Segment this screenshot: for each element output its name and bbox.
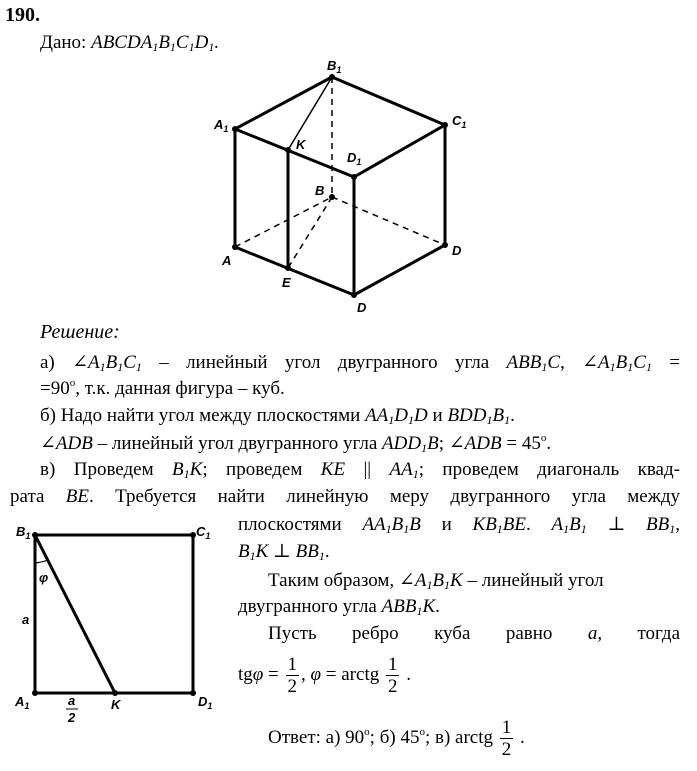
edge-b1-c1 [332, 77, 445, 125]
edge-d-c [354, 245, 445, 295]
label-c1-square: $C_1$ [196, 524, 211, 541]
label-d1-square: $D_1$ [198, 694, 213, 711]
hidden-edge-a-b [235, 197, 332, 247]
label-d1: $D_1$ [347, 150, 362, 167]
formula-line: tgφ = $\frac{1}{2}$ , φ = arctg $\frac{1}{2}$ . [238, 654, 411, 697]
given-value: $ABCDA_1B_1C_1D_1$. [91, 32, 220, 54]
label-a-side: a [22, 612, 30, 627]
label-c1: $C_1$ [452, 113, 467, 130]
problem-number: 190. [5, 4, 40, 26]
square-outline [35, 535, 193, 693]
label-e: E [282, 275, 291, 290]
label-a1: $A_1$ [214, 117, 229, 134]
part-c-line-5: Таким образом, $\angle A_1B_1K$ – линейный угол [268, 570, 604, 592]
label-a-half-num: a [68, 693, 76, 708]
label-b: B [315, 183, 325, 198]
given-line [40, 32, 219, 54]
part-b-line-2: ∠ADB – линейный угол двугранного угла $ADD_1B$; ∠ADB = $45^o$. [40, 432, 552, 455]
square-figure [10, 520, 225, 725]
label-d-right: D [452, 243, 462, 258]
answer-line: Ответ: а) 90$^o$; б) 45$^o$; в) arctg $\frac{1}{2}$ . [268, 717, 525, 760]
label-b1-square: $B_1$ [16, 524, 31, 541]
segment-b1-k-square [35, 535, 115, 693]
part-c-line-1: в) Проведем $B_1K$; проведем KE || $AA_1$; проведем диагональ квад- [40, 459, 680, 481]
cube-figure [210, 55, 480, 320]
label-b1: $B_1$ [327, 58, 342, 75]
label-a: A [222, 253, 232, 268]
edge-d1-a1 [235, 129, 354, 177]
angle-arc [35, 560, 48, 563]
edge-a1-b1 [235, 77, 332, 129]
given-label: Дано: [40, 32, 87, 53]
part-c-line-6: двугранного угла $ABB_1K$. [238, 596, 440, 618]
label-a1-square: $A_1$ [15, 694, 30, 711]
label-phi: φ [39, 570, 49, 585]
part-a-line-1: а) $\angle A_1B_1C_1$ – линейный угол двугранного угла $ABB_1C$, $\angle A_1B_1C_1$ = [40, 352, 681, 374]
part-c-line-2: рата BE. Требуется найти линейную меру двугранного угла между [10, 486, 680, 507]
part-a-line-2: $=90^o$, т.к. данная фигура – куб. [40, 377, 285, 399]
part-c-line-4: $B_1K$ ⊥ $BB_1$. [238, 541, 330, 563]
label-a-half-den: 2 [68, 710, 76, 725]
hidden-diagonal-b-e [288, 197, 332, 268]
hidden-edge-b-c [332, 197, 445, 245]
part-b-line-1: б) Надо найти угол между плоскостями $AA_1D_1D$ и $BDD_1B_1$. [40, 405, 515, 427]
solution-heading: Решение: [40, 321, 120, 343]
part-c-line-7: Пусть ребро куба равно a, тогда [268, 623, 681, 644]
part-c-line-3: плоскостями $AA_1B_1B$ и $KB_1BE$. $A_1B_1$ ⊥ $BB_1$, [238, 514, 681, 536]
label-d: D [357, 300, 367, 315]
edge-c1-d1 [354, 125, 445, 177]
edge-a-d [235, 247, 354, 295]
label-k-square: K [111, 697, 121, 712]
label-k: K [296, 137, 306, 152]
